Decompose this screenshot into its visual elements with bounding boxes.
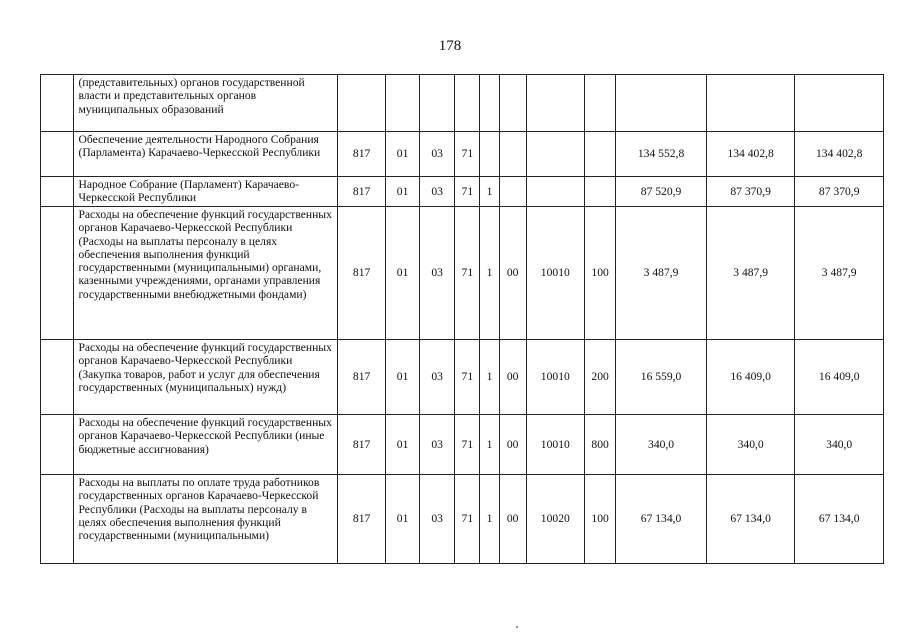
subprogram-code: 1 [480,475,499,564]
sum-year-2: 134 402,8 [706,132,795,177]
table-row [41,177,884,207]
program-code: 71 [455,177,480,207]
sum-year-1: 134 552,8 [616,132,707,177]
sum-year-3: 67 134,0 [795,475,884,564]
sum-year-3: 340,0 [795,415,884,475]
number-cell [41,415,74,475]
section-code [386,75,419,132]
section-code: 01 [386,132,419,177]
row-name: (представительных) органов государственной власти и представительных органов муниципальных образований [74,75,337,132]
table-row [41,340,884,415]
program-code [455,75,480,132]
subsection-code: 03 [419,177,455,207]
sum-year-2 [706,75,795,132]
section-code: 01 [386,415,419,475]
expense-type-code: 100 [584,207,615,340]
subprogram-code [480,75,499,132]
sum-year-3: 3 487,9 [795,207,884,340]
sum-year-3: 134 402,8 [795,132,884,177]
program-code: 71 [455,207,480,340]
table-row [41,75,884,132]
subprogram-code [480,132,499,177]
table-row [41,475,884,564]
sum-year-1: 340,0 [616,415,707,475]
expense-type-code [584,177,615,207]
page-number: 178 [438,38,462,54]
admin-code: 817 [337,177,386,207]
expense-type-code: 100 [584,475,615,564]
number-cell [41,340,74,415]
number-cell [41,207,74,340]
row-name: Расходы на выплаты по оплате труда работников государственных органов Карачаево-Черкесской Республики (Расходы на выплаты персоналу в целях обеспечения выполнения функций государственными (муниципальными) [74,475,337,564]
sum-year-3: 16 409,0 [795,340,884,415]
subsection-code: 03 [419,132,455,177]
sum-year-1: 87 520,9 [616,177,707,207]
sum-year-1: 16 559,0 [616,340,707,415]
admin-code: 817 [337,132,386,177]
sum-year-3: 87 370,9 [795,177,884,207]
expense-type-code [584,132,615,177]
program-code: 71 [455,340,480,415]
row-name: Расходы на обеспечение функций государственных органов Карачаево-Черкесской Республики (иные бюджетные ассигнования) [74,415,337,475]
number-cell [41,75,74,132]
sum-year-1: 67 134,0 [616,475,707,564]
main-event-code: 00 [499,340,526,415]
sum-year-2: 87 370,9 [706,177,795,207]
section-code: 01 [386,340,419,415]
main-event-code [499,132,526,177]
subsection-code: 03 [419,207,455,340]
main-event-code [499,177,526,207]
row-name: Обеспечение деятельности Народного Собрания (Парламента) Карачаево-Черкесской Республики [74,132,337,177]
subsection-code: 03 [419,340,455,415]
program-code: 71 [455,415,480,475]
sum-year-2: 340,0 [706,415,795,475]
table-row [41,207,884,340]
row-name: Расходы на обеспечение функций государственных органов Карачаево-Черкесской Республики (Закупка товаров, работ и услуг для обеспечения государственных (муниципальных) нужд) [74,340,337,415]
sum-year-2: 67 134,0 [706,475,795,564]
number-cell [41,475,74,564]
scan-speck [516,626,518,628]
expense-type-code [584,75,615,132]
row-name: Народное Собрание (Парламент) Карачаево-Черкесской Республики [74,177,337,207]
section-code: 01 [386,475,419,564]
admin-code [337,75,386,132]
direction-code: 10010 [526,207,584,340]
direction-code [526,177,584,207]
main-event-code: 00 [499,475,526,564]
direction-code: 10020 [526,475,584,564]
main-event-code [499,75,526,132]
main-event-code: 00 [499,415,526,475]
admin-code: 817 [337,207,386,340]
subprogram-code: 1 [480,177,499,207]
subprogram-code: 1 [480,340,499,415]
subsection-code: 03 [419,415,455,475]
sum-year-2: 16 409,0 [706,340,795,415]
expense-type-code: 200 [584,340,615,415]
sum-year-1: 3 487,9 [616,207,707,340]
sum-year-1 [616,75,707,132]
admin-code: 817 [337,415,386,475]
section-code: 01 [386,207,419,340]
program-code: 71 [455,475,480,564]
subsection-code [419,75,455,132]
subprogram-code: 1 [480,207,499,340]
main-event-code: 00 [499,207,526,340]
sum-year-3 [795,75,884,132]
row-name: Расходы на обеспечение функций государственных органов Карачаево-Черкесской Республики (Расходы на выплаты персоналу в целях обеспечения выполнения функций государственными (муниципальными) органами, казенными учреждениями, органами управления государственными внебюджетными фондами) [74,207,337,340]
number-cell [41,177,74,207]
table-row [41,415,884,475]
direction-code: 10010 [526,415,584,475]
table-row [41,132,884,177]
direction-code [526,75,584,132]
program-code: 71 [455,132,480,177]
section-code: 01 [386,177,419,207]
sum-year-2: 3 487,9 [706,207,795,340]
direction-code: 10010 [526,340,584,415]
admin-code: 817 [337,340,386,415]
admin-code: 817 [337,475,386,564]
budget-table [40,74,884,564]
subsection-code: 03 [419,475,455,564]
subprogram-code: 1 [480,415,499,475]
direction-code [526,132,584,177]
number-cell [41,132,74,177]
expense-type-code: 800 [584,415,615,475]
